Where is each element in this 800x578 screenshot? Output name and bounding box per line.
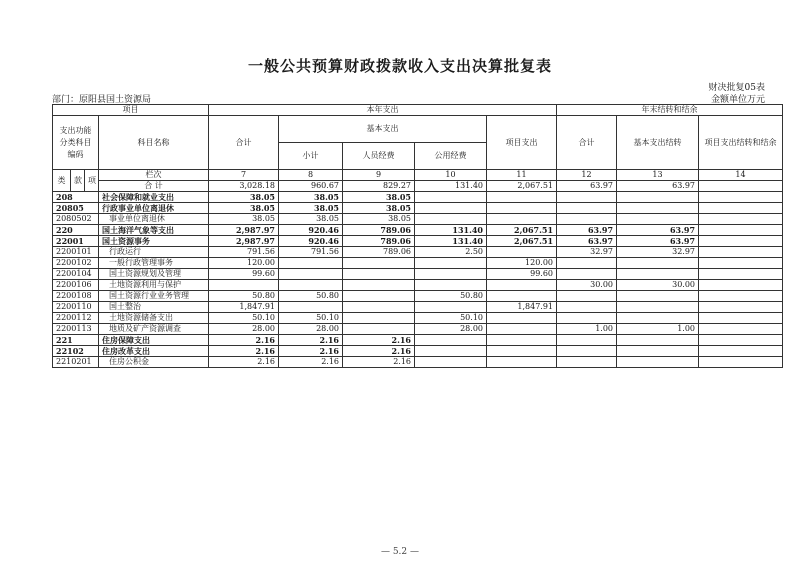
header-current-year: 本年支出	[209, 105, 557, 116]
row-value: 2,067.51	[487, 225, 557, 236]
row-value: 2.16	[343, 346, 415, 357]
row-value: 2.16	[209, 335, 279, 346]
row-value: 28.00	[209, 324, 279, 335]
row-value	[557, 357, 617, 368]
grand-total-value: 63.97	[617, 181, 699, 192]
table-row	[53, 357, 783, 368]
table-row	[53, 258, 783, 269]
row-code: 2080502	[53, 214, 99, 225]
row-value: 791.56	[209, 247, 279, 258]
row-value: 38.05	[209, 192, 279, 203]
row-subject-name: 土地资源储备支出	[99, 313, 209, 324]
row-code: 220	[53, 225, 99, 236]
row-value: 30.00	[557, 280, 617, 291]
row-value	[699, 214, 783, 225]
row-value	[487, 324, 557, 335]
row-value	[699, 346, 783, 357]
row-value	[699, 335, 783, 346]
row-value	[617, 346, 699, 357]
col-num: 9	[343, 170, 415, 181]
table-row	[53, 269, 783, 280]
row-subject-name: 住房公积金	[99, 357, 209, 368]
header-kuan: 款	[71, 170, 85, 192]
row-value: 50.10	[415, 313, 487, 324]
row-value: 2,987.97	[209, 225, 279, 236]
row-value	[617, 192, 699, 203]
row-code: 221	[53, 335, 99, 346]
row-value	[617, 258, 699, 269]
row-value: 2.16	[279, 335, 343, 346]
row-subject-name: 住房改革支出	[99, 346, 209, 357]
row-value	[699, 236, 783, 247]
row-value	[209, 280, 279, 291]
row-value: 791.56	[279, 247, 343, 258]
row-value: 2,067.51	[487, 236, 557, 247]
header-personnel: 人员经费	[343, 143, 415, 170]
row-value	[487, 247, 557, 258]
row-value: 1,847.91	[209, 302, 279, 313]
col-num: 7	[209, 170, 279, 181]
row-value	[415, 280, 487, 291]
row-subject-name: 国土整治	[99, 302, 209, 313]
row-value: 1,847.91	[487, 302, 557, 313]
row-value: 50.10	[209, 313, 279, 324]
row-value	[557, 214, 617, 225]
row-value	[699, 357, 783, 368]
table-row	[53, 335, 783, 346]
row-value: 2.16	[343, 357, 415, 368]
department-label: 部门：原阳县国土资源局	[52, 95, 152, 105]
row-value	[343, 269, 415, 280]
row-code: 2200101	[53, 247, 99, 258]
row-value	[699, 269, 783, 280]
row-value	[343, 302, 415, 313]
row-value	[487, 280, 557, 291]
row-value	[487, 335, 557, 346]
row-value: 2,987.97	[209, 236, 279, 247]
row-code: 2200104	[53, 269, 99, 280]
row-value: 2.16	[343, 335, 415, 346]
row-value: 2.16	[209, 346, 279, 357]
header-basic-carryover: 基本支出结转	[617, 116, 699, 170]
col-num: 12	[557, 170, 617, 181]
row-value: 28.00	[279, 324, 343, 335]
row-value	[279, 269, 343, 280]
grand-total-value: 63.97	[557, 181, 617, 192]
row-value: 120.00	[209, 258, 279, 269]
row-value: 38.05	[279, 203, 343, 214]
row-subject-name: 国土资源规划及管理	[99, 269, 209, 280]
row-value	[617, 302, 699, 313]
row-code: 22102	[53, 346, 99, 357]
row-value: 28.00	[415, 324, 487, 335]
row-value	[617, 335, 699, 346]
row-value	[699, 225, 783, 236]
row-value: 920.46	[279, 225, 343, 236]
row-value	[699, 302, 783, 313]
row-code: 2200112	[53, 313, 99, 324]
row-value	[343, 280, 415, 291]
row-code: 2200108	[53, 291, 99, 302]
row-value: 789.06	[343, 225, 415, 236]
row-value: 38.05	[343, 203, 415, 214]
row-value	[557, 302, 617, 313]
row-value	[415, 346, 487, 357]
row-value	[699, 247, 783, 258]
row-value: 1.00	[557, 324, 617, 335]
col-num: 14	[699, 170, 783, 181]
row-value	[699, 258, 783, 269]
header-project-carryover: 项目支出结转和结余	[699, 116, 783, 170]
grand-total-value: 960.67	[279, 181, 343, 192]
row-value	[699, 313, 783, 324]
row-value	[617, 203, 699, 214]
row-subject-name: 国土资源事务	[99, 236, 209, 247]
row-value: 99.60	[209, 269, 279, 280]
table-row	[53, 346, 783, 357]
row-value	[617, 269, 699, 280]
col-num: 11	[487, 170, 557, 181]
row-value	[617, 357, 699, 368]
grand-total-value: 829.27	[343, 181, 415, 192]
row-subject-name: 事业单位离退休	[99, 214, 209, 225]
row-code: 22001	[53, 236, 99, 247]
row-value	[617, 313, 699, 324]
row-value: 50.80	[209, 291, 279, 302]
row-code: 2200113	[53, 324, 99, 335]
row-value: 63.97	[557, 225, 617, 236]
row-value	[415, 203, 487, 214]
row-value: 50.80	[415, 291, 487, 302]
row-value	[343, 324, 415, 335]
row-value	[557, 258, 617, 269]
row-value: 30.00	[617, 280, 699, 291]
grand-total-value: 3,028.18	[209, 181, 279, 192]
row-value: 1.00	[617, 324, 699, 335]
row-code: 2210201	[53, 357, 99, 368]
row-value: 38.05	[209, 214, 279, 225]
unit-label: 金额单位万元	[710, 95, 765, 105]
header-total: 合计	[209, 116, 279, 170]
grand-total-value: 2,067.51	[487, 181, 557, 192]
row-value: 2.16	[279, 357, 343, 368]
row-value	[343, 258, 415, 269]
row-value	[487, 192, 557, 203]
row-value	[617, 214, 699, 225]
row-value: 38.05	[209, 203, 279, 214]
table-row	[53, 225, 783, 236]
header-total2: 合计	[557, 116, 617, 170]
row-value	[343, 313, 415, 324]
col-num: 10	[415, 170, 487, 181]
row-value	[557, 313, 617, 324]
row-subject-name: 行政运行	[99, 247, 209, 258]
row-value	[415, 335, 487, 346]
row-value: 50.10	[279, 313, 343, 324]
row-value	[415, 258, 487, 269]
row-value	[415, 269, 487, 280]
row-value	[699, 291, 783, 302]
row-value: 63.97	[617, 236, 699, 247]
row-value: 50.80	[279, 291, 343, 302]
header-subject-name: 科目名称	[99, 116, 209, 170]
row-code: 20805	[53, 203, 99, 214]
page-number: — 5.2 —	[380, 547, 420, 557]
row-value	[279, 302, 343, 313]
row-value: 38.05	[279, 214, 343, 225]
row-value	[415, 192, 487, 203]
table-row	[53, 214, 783, 225]
row-value: 2.50	[415, 247, 487, 258]
row-code: 208	[53, 192, 99, 203]
row-value: 63.97	[557, 236, 617, 247]
col-num: 8	[279, 170, 343, 181]
row-subject-name: 一般行政管理事务	[99, 258, 209, 269]
row-subject-name: 土地资源利用与保护	[99, 280, 209, 291]
header-column-label: 栏次	[99, 170, 209, 181]
row-value: 789.06	[343, 247, 415, 258]
grand-total-value: 131.40	[415, 181, 487, 192]
header-subtotal: 小计	[279, 143, 343, 170]
row-value: 120.00	[487, 258, 557, 269]
row-code: 2200106	[53, 280, 99, 291]
row-subject-name: 国土海洋气象等支出	[99, 225, 209, 236]
row-value: 131.40	[415, 236, 487, 247]
header-lei: 类	[53, 170, 71, 192]
row-value: 131.40	[415, 225, 487, 236]
table-row	[53, 203, 783, 214]
table-row	[53, 324, 783, 335]
row-value: 2.16	[279, 346, 343, 357]
row-value	[699, 324, 783, 335]
row-value	[557, 346, 617, 357]
row-value: 2.16	[209, 357, 279, 368]
row-value	[699, 280, 783, 291]
row-value: 99.60	[487, 269, 557, 280]
row-value: 32.97	[617, 247, 699, 258]
form-number: 财决批复05表	[708, 83, 765, 93]
row-value	[557, 203, 617, 214]
row-subject-name: 社会保障和就业支出	[99, 192, 209, 203]
header-xiang: 项	[85, 170, 99, 192]
table-row	[53, 302, 783, 313]
row-value	[699, 203, 783, 214]
row-value	[487, 214, 557, 225]
table-row	[53, 247, 783, 258]
row-value	[487, 357, 557, 368]
row-value	[487, 313, 557, 324]
row-value	[699, 192, 783, 203]
table-row	[53, 313, 783, 324]
grand-total-label: 合 计	[99, 181, 209, 192]
row-subject-name: 住房保障支出	[99, 335, 209, 346]
row-value: 63.97	[617, 225, 699, 236]
row-value: 38.05	[343, 192, 415, 203]
row-value	[415, 302, 487, 313]
table-row	[53, 192, 783, 203]
row-value	[279, 258, 343, 269]
row-subject-name: 国土资源行业业务管理	[99, 291, 209, 302]
row-value	[415, 357, 487, 368]
row-value	[415, 214, 487, 225]
row-value	[487, 346, 557, 357]
row-value: 920.46	[279, 236, 343, 247]
row-subject-name: 地质及矿产资源调查	[99, 324, 209, 335]
budget-table	[52, 104, 783, 368]
row-subject-name: 行政事业单位离退休	[99, 203, 209, 214]
header-project: 项目	[53, 105, 209, 116]
row-value	[557, 269, 617, 280]
row-value	[617, 291, 699, 302]
table-row	[53, 291, 783, 302]
header-public: 公用经费	[415, 143, 487, 170]
page-title: 一般公共预算财政拨款收入支出决算批复表	[247, 57, 552, 75]
row-value	[279, 280, 343, 291]
row-value	[557, 335, 617, 346]
row-code: 2200102	[53, 258, 99, 269]
row-value	[487, 291, 557, 302]
row-value: 38.05	[279, 192, 343, 203]
header-func-class: 支出功能分类科目编码	[53, 116, 99, 170]
row-value	[557, 291, 617, 302]
row-value	[557, 192, 617, 203]
table-row	[53, 236, 783, 247]
row-value: 38.05	[343, 214, 415, 225]
row-value	[487, 203, 557, 214]
row-value: 32.97	[557, 247, 617, 258]
col-num: 13	[617, 170, 699, 181]
row-value: 789.06	[343, 236, 415, 247]
row-value	[343, 291, 415, 302]
header-basic: 基本支出	[279, 116, 487, 143]
row-code: 2200110	[53, 302, 99, 313]
table-row	[53, 280, 783, 291]
header-year-end: 年末结转和结余	[557, 105, 783, 116]
header-project-exp: 项目支出	[487, 116, 557, 170]
grand-total-value	[699, 181, 783, 192]
